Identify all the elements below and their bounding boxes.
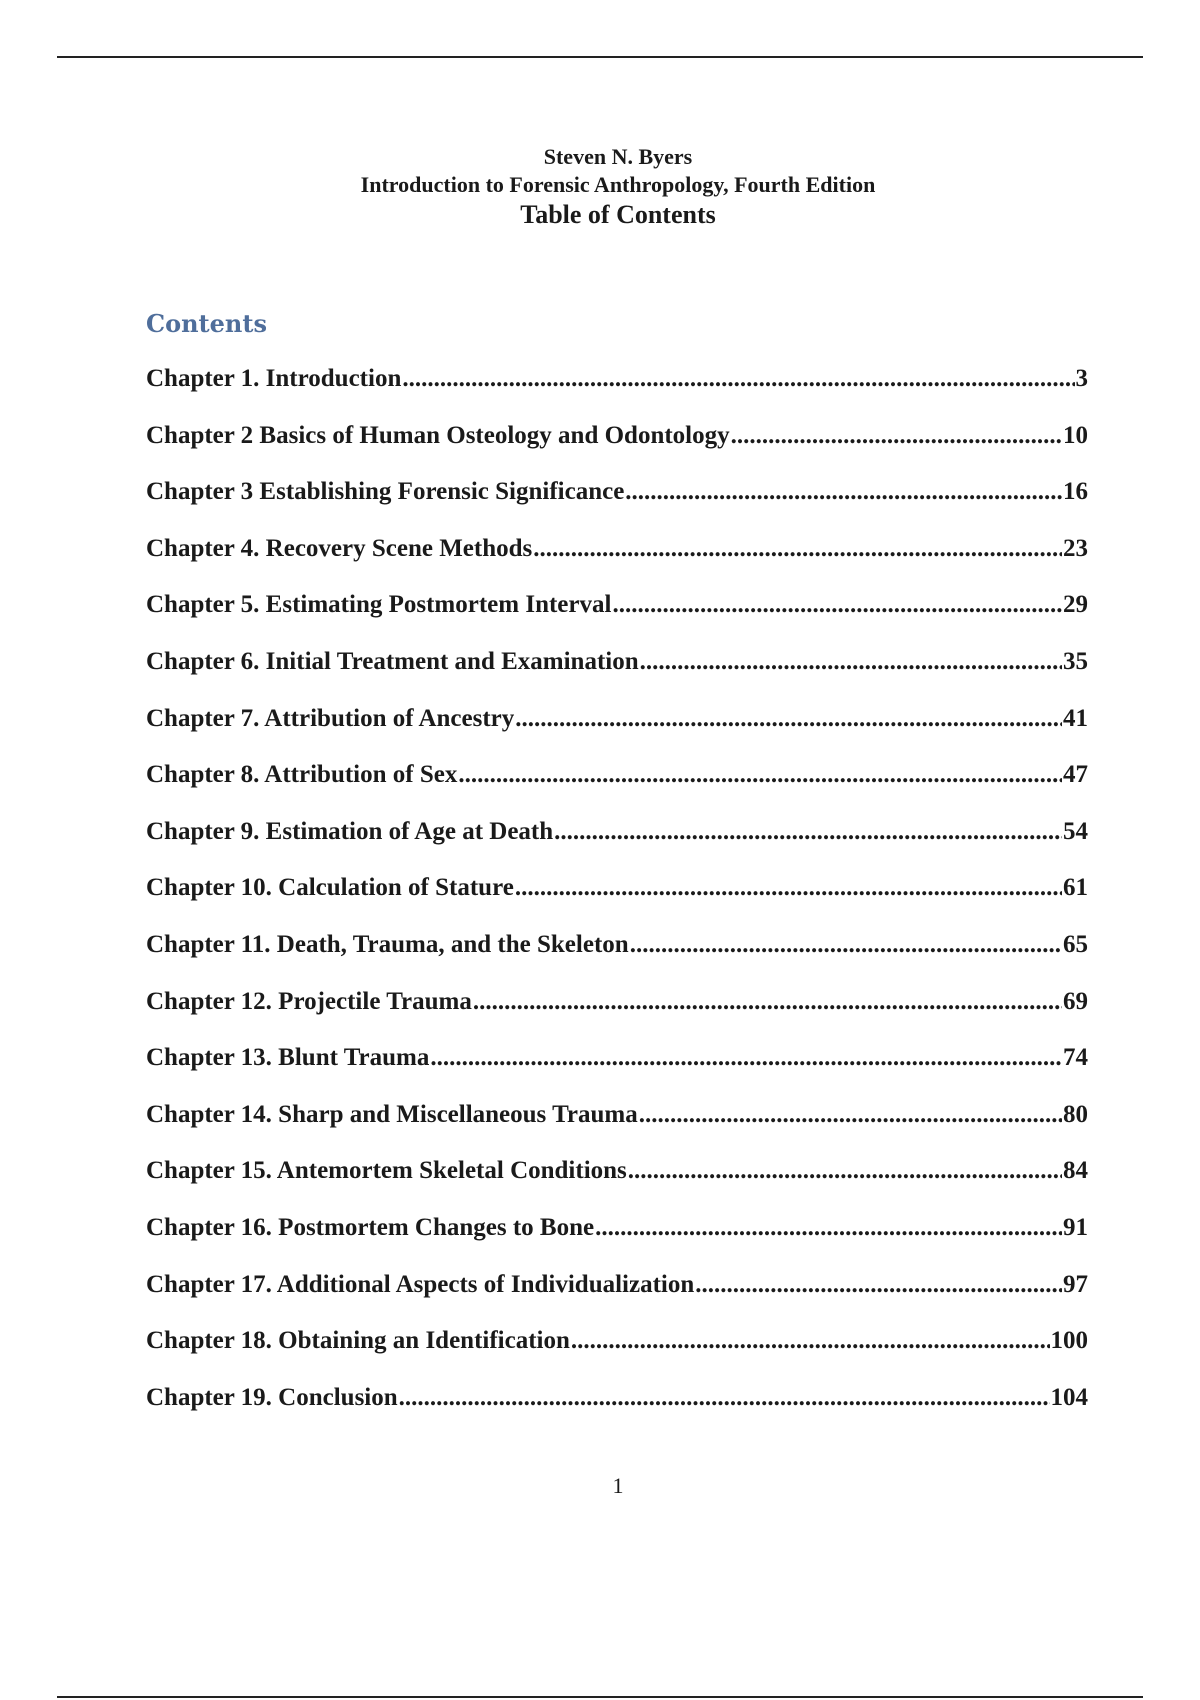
dot-leader <box>625 475 1062 509</box>
author-name: Steven N. Byers <box>543 144 693 169</box>
toc-entry-chapter-10[interactable] <box>146 871 1088 928</box>
dot-leader <box>612 588 1062 622</box>
bottom-rule <box>57 1696 1143 1698</box>
toc-entry-label: Chapter 18. Obtaining an Identification <box>146 1327 570 1355</box>
toc-entry-page: 54 <box>1063 817 1088 845</box>
dot-leader <box>515 702 1062 736</box>
dot-leader <box>695 1268 1062 1302</box>
toc-entry-chapter-13[interactable] <box>146 1041 1088 1098</box>
toc-entry-page: 47 <box>1063 761 1088 789</box>
toc-entry-page: 84 <box>1063 1157 1088 1185</box>
toc-entry-page: 16 <box>1063 478 1088 506</box>
toc-entry-page: 35 <box>1063 647 1088 675</box>
toc-entry-page: 97 <box>1063 1270 1088 1298</box>
toc-entry-page: 80 <box>1063 1100 1088 1128</box>
contents-heading: Contents <box>146 309 267 338</box>
dot-leader <box>595 1211 1062 1245</box>
toc-entry-page: 65 <box>1063 930 1088 958</box>
toc-entry-page: 104 <box>1050 1383 1088 1411</box>
toc-entry-chapter-11[interactable] <box>146 928 1088 985</box>
toc-entry-chapter-5[interactable] <box>146 588 1088 645</box>
top-rule <box>57 56 1143 58</box>
toc-entry-chapter-17[interactable] <box>146 1268 1088 1325</box>
dot-leader <box>571 1324 1050 1358</box>
dot-leader <box>628 1154 1062 1188</box>
toc-entry-chapter-2[interactable] <box>146 419 1088 476</box>
toc-entry-page: 91 <box>1063 1213 1088 1241</box>
toc-entry-chapter-4[interactable] <box>146 532 1088 589</box>
toc-entry-label: Chapter 9. Estimation of Age at Death <box>146 817 554 845</box>
dot-leader <box>533 532 1062 566</box>
dot-leader <box>473 985 1062 1019</box>
toc-entry-chapter-3[interactable] <box>146 475 1088 532</box>
toc-entry-page: 41 <box>1063 704 1088 732</box>
toc-entry-chapter-12[interactable] <box>146 985 1088 1042</box>
toc-entry-chapter-16[interactable] <box>146 1211 1088 1268</box>
toc-entry-chapter-15[interactable] <box>146 1154 1088 1211</box>
dot-leader <box>458 758 1062 792</box>
toc-entry-page: 69 <box>1063 987 1088 1015</box>
dot-leader <box>430 1041 1062 1075</box>
toc-entry-chapter-9[interactable] <box>146 815 1088 872</box>
toc-title: Table of Contents <box>520 200 716 229</box>
toc-entry-page: 100 <box>1050 1327 1088 1355</box>
book-title: Introduction to Forensic Anthropology, Fourth Edition <box>360 172 876 197</box>
toc-entry-label: Chapter 1. Introduction <box>146 365 402 392</box>
toc-entry-label: Chapter 5. Estimating Postmortem Interval <box>146 591 612 619</box>
dot-leader <box>630 928 1062 962</box>
toc-entry-page: 74 <box>1063 1044 1088 1072</box>
toc-entry-label: Chapter 3 Establishing Forensic Significance <box>146 478 625 506</box>
toc-entry-label: Chapter 8. Attribution of Sex <box>146 761 458 789</box>
toc-entry-label: Chapter 17. Additional Aspects of Individualization <box>146 1270 695 1298</box>
toc-entry-chapter-6[interactable] <box>146 645 1088 702</box>
toc-entry-label: Chapter 15. Antemortem Skeletal Conditions <box>146 1157 627 1185</box>
toc-entry-label: Chapter 4. Recovery Scene Methods <box>146 534 533 562</box>
toc-entry-label: Chapter 13. Blunt Trauma <box>146 1044 430 1072</box>
dot-leader <box>640 645 1062 679</box>
document-header <box>0 143 1200 231</box>
toc-entry-chapter-18[interactable] <box>146 1324 1088 1381</box>
toc-entry-chapter-7[interactable] <box>146 702 1088 759</box>
toc-entry-chapter-14[interactable] <box>146 1098 1088 1155</box>
toc-entry-chapter-1[interactable] <box>146 362 1088 419</box>
dot-leader <box>554 815 1062 849</box>
toc-entry-label: Chapter 19. Conclusion <box>146 1383 398 1411</box>
toc-entry-page: 3 <box>1075 365 1088 392</box>
table-of-contents <box>146 362 1088 1437</box>
page-number: 1 <box>612 1473 624 1498</box>
toc-entry-page: 23 <box>1063 534 1088 562</box>
toc-entry-label: Chapter 10. Calculation of Stature <box>146 874 514 902</box>
toc-entry-page: 61 <box>1063 874 1088 902</box>
dot-leader <box>639 1098 1062 1132</box>
dot-leader <box>515 871 1062 905</box>
toc-entry-page: 29 <box>1063 591 1088 619</box>
toc-entry-chapter-19[interactable] <box>146 1381 1088 1438</box>
toc-entry-page: 10 <box>1063 421 1088 449</box>
toc-entry-label: Chapter 11. Death, Trauma, and the Skeleton <box>146 930 629 958</box>
toc-entry-label: Chapter 14. Sharp and Miscellaneous Trauma <box>146 1100 638 1128</box>
toc-entry-chapter-8[interactable] <box>146 758 1088 815</box>
dot-leader <box>731 419 1062 453</box>
toc-entry-label: Chapter 12. Projectile Trauma <box>146 987 472 1015</box>
dot-leader <box>402 362 1074 396</box>
toc-entry-label: Chapter 7. Attribution of Ancestry <box>146 704 515 732</box>
dot-leader <box>399 1381 1050 1415</box>
toc-entry-label: Chapter 6. Initial Treatment and Examination <box>146 647 639 675</box>
toc-entry-label: Chapter 2 Basics of Human Osteology and Odontology <box>146 421 730 449</box>
toc-entry-label: Chapter 16. Postmortem Changes to Bone <box>146 1213 595 1241</box>
